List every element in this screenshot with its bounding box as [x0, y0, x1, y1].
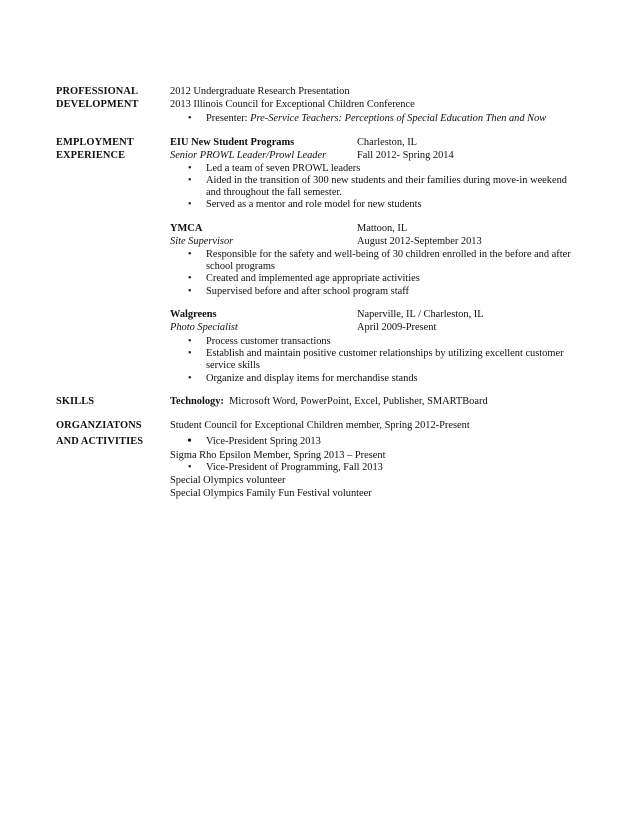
- bullet-icon: •: [187, 434, 192, 449]
- bullet-item: [206, 113, 546, 125]
- bullet-icon: •: [188, 273, 192, 284]
- section-heading: AND ACTIVITIES: [56, 436, 144, 447]
- bullet-item-continued: service skills: [206, 360, 260, 371]
- bullet-item: Supervised before and after school program staff: [206, 286, 409, 297]
- bullet-item: Created and implemented age appropriate activities: [206, 273, 420, 284]
- bullet-icon: •: [188, 163, 192, 174]
- list-item: Special Olympics Family Fun Festival volunteer: [170, 488, 372, 499]
- bullet-icon: •: [188, 199, 192, 210]
- bullet-item-continued: school programs: [206, 261, 275, 272]
- bullet-item-continued: and throughout the fall semester.: [206, 187, 342, 198]
- section-heading: PROFESSIONAL: [56, 86, 139, 97]
- list-item: 2013 Illinois Council for Exceptional Children Conference: [170, 99, 415, 110]
- bullet-icon: •: [188, 462, 192, 473]
- section-heading: DEVELOPMENT: [56, 99, 139, 110]
- job-role: Senior PROWL Leader/Prowl Leader: [170, 150, 327, 161]
- bullet-icon: •: [188, 373, 192, 384]
- job-location: Mattoon, IL: [357, 223, 408, 234]
- job-employer: EIU New Student Programs: [170, 137, 295, 148]
- job-employer: YMCA: [170, 223, 203, 234]
- bullet-item: Establish and maintain positive customer relationships by utilizing excellent customer: [206, 348, 564, 359]
- job-role: Photo Specialist: [170, 322, 238, 333]
- bullet-icon: •: [188, 348, 192, 359]
- job-role: Site Supervisor: [170, 236, 234, 247]
- list-item: 2012 Undergraduate Research Presentation: [170, 86, 350, 97]
- section-heading: SKILLS: [56, 396, 95, 407]
- section-heading: EXPERIENCE: [56, 150, 126, 161]
- job-location: Charleston, IL: [357, 137, 418, 148]
- list-item: Sigma Rho Epsilon Member, Spring 2013 – Present: [170, 450, 386, 461]
- bullet-item: Responsible for the safety and well-being of 30 children enrolled in the before and after: [206, 249, 571, 260]
- list-item: Student Council for Exceptional Children member, Spring 2012-Present: [170, 420, 470, 431]
- job-dates: Fall 2012- Spring 2014: [357, 150, 454, 161]
- bullet-icon: •: [188, 113, 192, 124]
- presenter-label: Presenter:: [206, 113, 251, 124]
- job-location: Naperville, IL / Charleston, IL: [357, 309, 484, 320]
- job-dates: April 2009-Present: [357, 322, 437, 333]
- skills-value: Microsoft Word, PowerPoint, Excel, Publisher, SMARTBoard: [229, 396, 488, 407]
- job-employer: Walgreens: [170, 309, 217, 320]
- skills-line: [170, 396, 488, 408]
- bullet-item: Aided in the transition of 300 new students and their families during move-in weekend: [206, 175, 567, 186]
- presentation-title: Pre-Service Teachers: Perceptions of Special Education Then and Now: [250, 113, 547, 124]
- bullet-item: Organize and display items for merchandise stands: [206, 373, 418, 384]
- section-heading: ORGANZIATONS: [56, 420, 142, 431]
- bullet-item: Process customer transactions: [206, 336, 331, 347]
- list-item: Special Olympics volunteer: [170, 475, 286, 486]
- bullet-icon: •: [188, 286, 192, 297]
- bullet-icon: •: [188, 175, 192, 186]
- bullet-item: Vice-President of Programming, Fall 2013: [206, 462, 383, 473]
- skills-label: Technology:: [170, 396, 224, 407]
- bullet-item: Vice-President Spring 2013: [206, 436, 321, 447]
- section-heading: EMPLOYMENT: [56, 137, 134, 148]
- bullet-item: Served as a mentor and role model for new students: [206, 199, 422, 210]
- bullet-item: Led a team of seven PROWL leaders: [206, 163, 361, 174]
- bullet-icon: •: [188, 336, 192, 347]
- bullet-icon: •: [188, 249, 192, 260]
- job-dates: August 2012-September 2013: [357, 236, 482, 247]
